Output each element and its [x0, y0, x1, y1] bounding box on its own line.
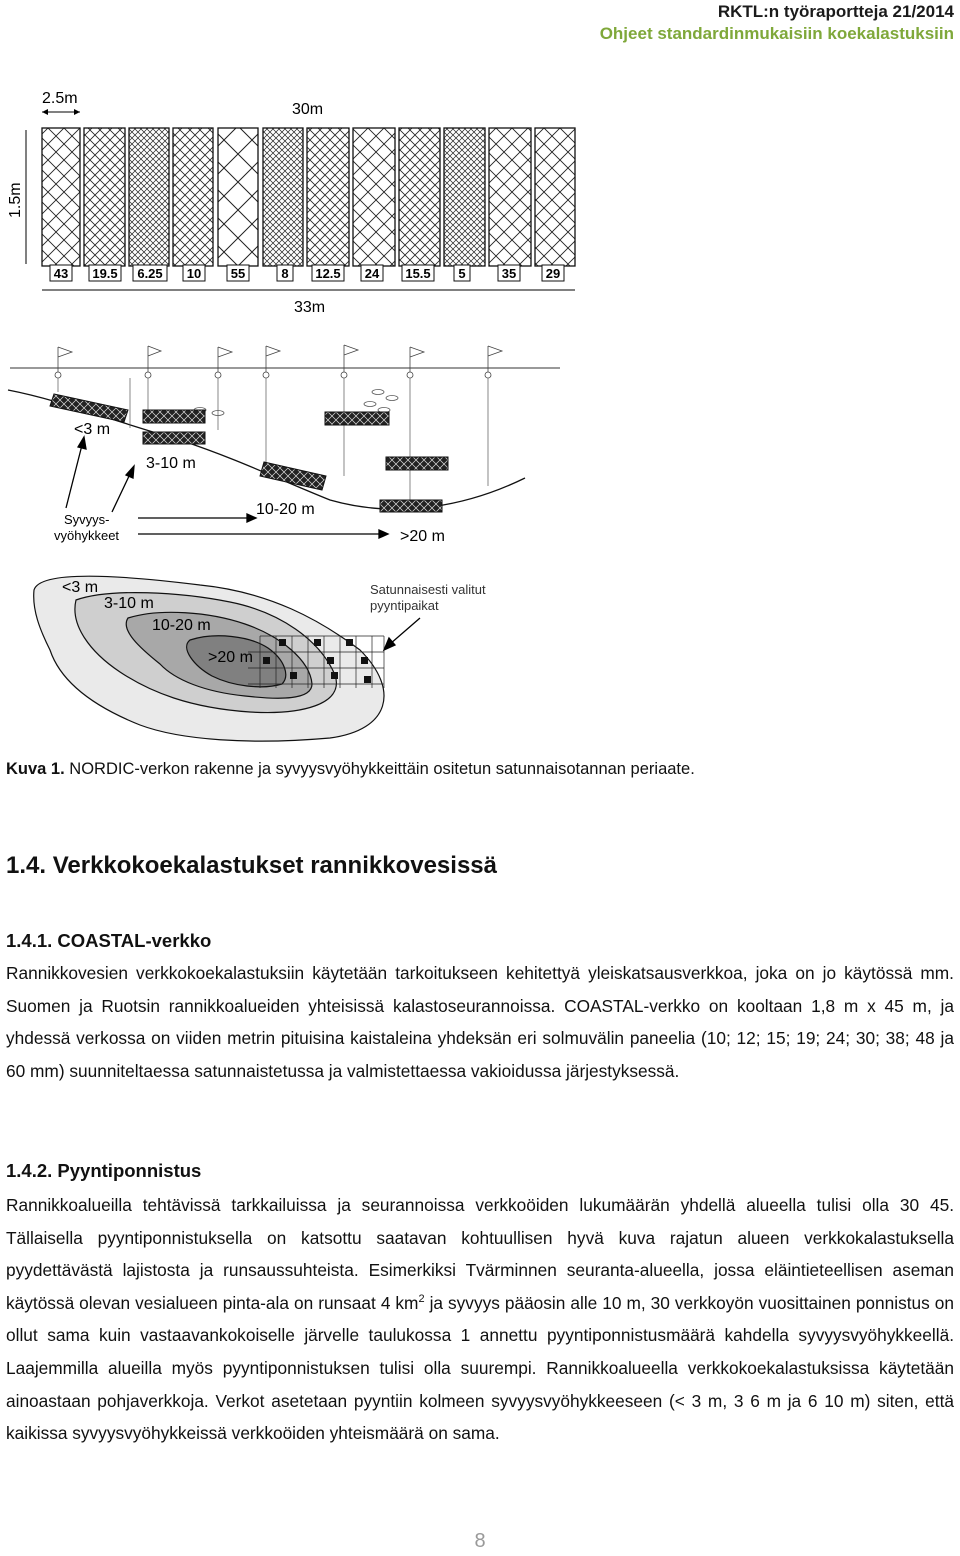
map-zone-4: >20 m	[208, 649, 253, 666]
profile-legend-line2: vyöhykkeet	[54, 528, 120, 543]
svg-text:55: 55	[230, 266, 246, 281]
header-subtitle: Ohjeet standardinmukaisiin koekalastuksiin	[599, 24, 954, 43]
svg-text:12.5: 12.5	[315, 266, 341, 281]
header-report-title: RKTL:n työraportteja 21/2014	[717, 2, 954, 21]
paragraph-effort-part-a: Rannikkoalueilla tehtävissä tarkkailuissa ja seurannoissa verkkoöiden lukumäärän yhdellä alueella tulisi olla 30 45. Tällaisella pyyntiponnistuksella on katsottu saatavan kohtuullisen hyvä kuva rajatun alueen verkkokalastuksella pyydettävästä lajistosta ja runsaussuhteista. Esimerkiksi Tvärminnen seuranta-alueella, jossa eläintieteellisen aseman käytössä olevan vesialueen pinta-ala on runsaat 4 km	[6, 1195, 954, 1313]
page-number: 8	[474, 1530, 486, 1552]
profile-zone-4: >20 m	[400, 528, 445, 545]
svg-text:19.5: 19.5	[92, 266, 118, 281]
panel-width-label: 2.5m	[42, 90, 78, 107]
map-zone-1: <3 m	[62, 579, 99, 596]
section-title: 1.4. Verkkokoekalastukset rannikkovesissä	[6, 852, 497, 879]
caption-label: Kuva 1.	[6, 760, 65, 778]
svg-text:24: 24	[364, 266, 380, 281]
svg-text:6.25: 6.25	[137, 266, 163, 281]
inner-length-label: 30m	[292, 101, 324, 118]
profile-zone-1: <3 m	[74, 421, 111, 438]
legend-arrows	[66, 437, 388, 538]
svg-text:8: 8	[281, 266, 289, 281]
svg-text:10: 10	[186, 266, 202, 281]
net-diagram	[7, 90, 575, 316]
subsection-title-effort: 1.4.2. Pyyntiponnistus	[6, 1160, 202, 1181]
map-note-line2: pyyntipaikat	[370, 598, 439, 613]
net-height-label: 1.5m	[7, 182, 24, 218]
profile-zone-3: 10-20 m	[256, 501, 315, 518]
set-nets	[50, 394, 448, 512]
paragraph-effort	[6, 1189, 954, 1450]
map-note-arrow	[384, 618, 420, 650]
svg-text:15.5: 15.5	[405, 266, 431, 281]
caption-text: NORDIC-verkon rakenne ja syvyysvyöhykkeittäin ositetun satunnaisotannan periaate.	[64, 760, 695, 778]
svg-text:5: 5	[458, 266, 466, 281]
total-length-label: 33m	[294, 299, 326, 316]
subsection-title-coastal: 1.4.1. COASTAL-verkko	[6, 930, 212, 951]
svg-text:29: 29	[545, 266, 561, 281]
superscript-2: 2	[418, 1293, 425, 1306]
profile-zone-2: 3-10 m	[146, 455, 196, 472]
figure-caption	[6, 760, 695, 779]
depth-profile	[8, 345, 560, 545]
profile-legend-line1: Syvyys-	[64, 512, 110, 527]
figure-nordic-net	[0, 70, 960, 750]
map-zone-3: 10-20 m	[152, 617, 211, 634]
paragraph-effort-part-b: ja syvyys pääosin alle 10 m, 30 verkkoyön vuosittainen ponnistus on ollut sama kuin vastaavankokoiselle järvelle taulukossa 1 annettu pyyntiponnistusmäärä kahdella syvyysvyöhykkeellä. Laajemmilla alueilla myös pyyntiponnistuksen tulisi olla suurempi. Rannikkoalueella verkkokoekalastuksissa käytetään ainoastaan pohjaverkkoja. Verkot asetetaan pyyntiin kolmeen syvyysvyöhykkeeseen (< 3 m, 3 6 m ja 6 10 m) siten, että kaikissa syvyysvyöhykkeissä verkkoöiden yhteismäärä on sama.	[6, 1292, 955, 1444]
svg-text:35: 35	[501, 266, 517, 281]
map-zone-2: 3-10 m	[104, 595, 154, 612]
net-panels	[42, 128, 575, 266]
depth-map	[34, 576, 486, 741]
buoys	[55, 345, 502, 378]
paragraph-coastal: Rannikkovesien verkkokoekalastuksiin käytetään tarkoitukseen kehitettyä yleiskatsausverkkoa, joka on jo käytössä mm. Suomen ja Ruotsin rannikkoalueiden yhteisissä kalastoseurannoissa. COASTAL-verkko on kooltaan 1,8 m x 45 m, ja yhdessä verkossa on viiden metrin pituisina kaistaleina yhdeksän eri solmuvälin paneelia (10; 12; 15; 19; 24; 30; 38; 48 ja 60 mm) suunniteltaessa satunnaistetussa ja valmistettaessa vakioidussa järjestyksessä.	[6, 963, 954, 1081]
map-note-line1: Satunnaisesti valitut	[370, 582, 486, 597]
mesh-size-labels	[50, 265, 564, 281]
svg-text:43: 43	[53, 266, 69, 281]
